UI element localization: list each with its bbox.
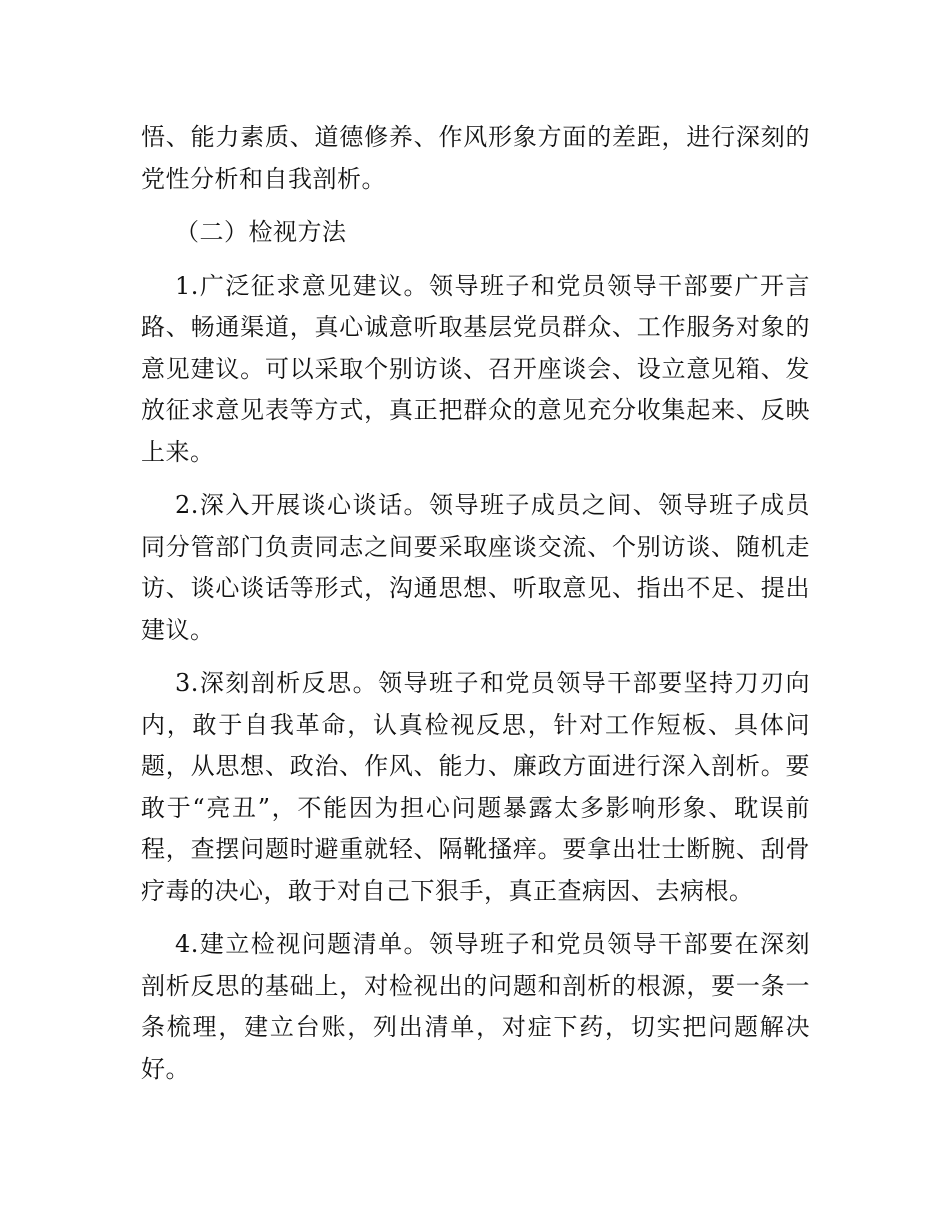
paragraph-continuation: 悟、能力素质、道德修养、作风形象方面的差距，进行深刻的党性分析和自我剖析。 xyxy=(141,123,810,193)
paragraph-item-2: 2.深入开展谈心谈话。领导班子成员之间、领导班子成员同分管部门负责同志之间要采取座谈交流、个别访谈、随机走访、谈心谈话等形式，沟通思想、听取意见、指出不足、提出建议。 xyxy=(141,491,810,644)
section-heading: （二）检视方法 xyxy=(175,218,347,246)
paragraph-item-3: 3.深刻剖析反思。领导班子和党员领导干部要坚持刀刃向内，敢于自我革命，认真检视反思，针对工作短板、具体问题，从思想、政治、作风、能力、廉政方面进行深入剖析。要敢于“亮丑”，不能因为担心问题暴露太多影响形象、耽误前程，查摆问题时避重就轻、隔靴搔痒。要拿出壮士断腕、刮骨疗毒的决心，敢于对自己下狠手，真正查病因、去病根。 xyxy=(141,669,810,905)
document-page xyxy=(141,117,810,1102)
paragraph-item-4: 4.建立检视问题清单。领导班子和党员领导干部要在深刻剖析反思的基础上，对检视出的问题和剖析的根源，要一条一条梳理，建立台账，列出清单，对症下药，切实把问题解决好。 xyxy=(141,930,810,1083)
paragraph-item-1: 1.广泛征求意见建议。领导班子和党员领导干部要广开言路、畅通渠道，真心诚意听取基层党员群众、工作服务对象的意见建议。可以采取个别访谈、召开座谈会、设立意见箱、发放征求意见表等方式，真正把群众的意见充分收集起来、反映上来。 xyxy=(141,271,810,466)
